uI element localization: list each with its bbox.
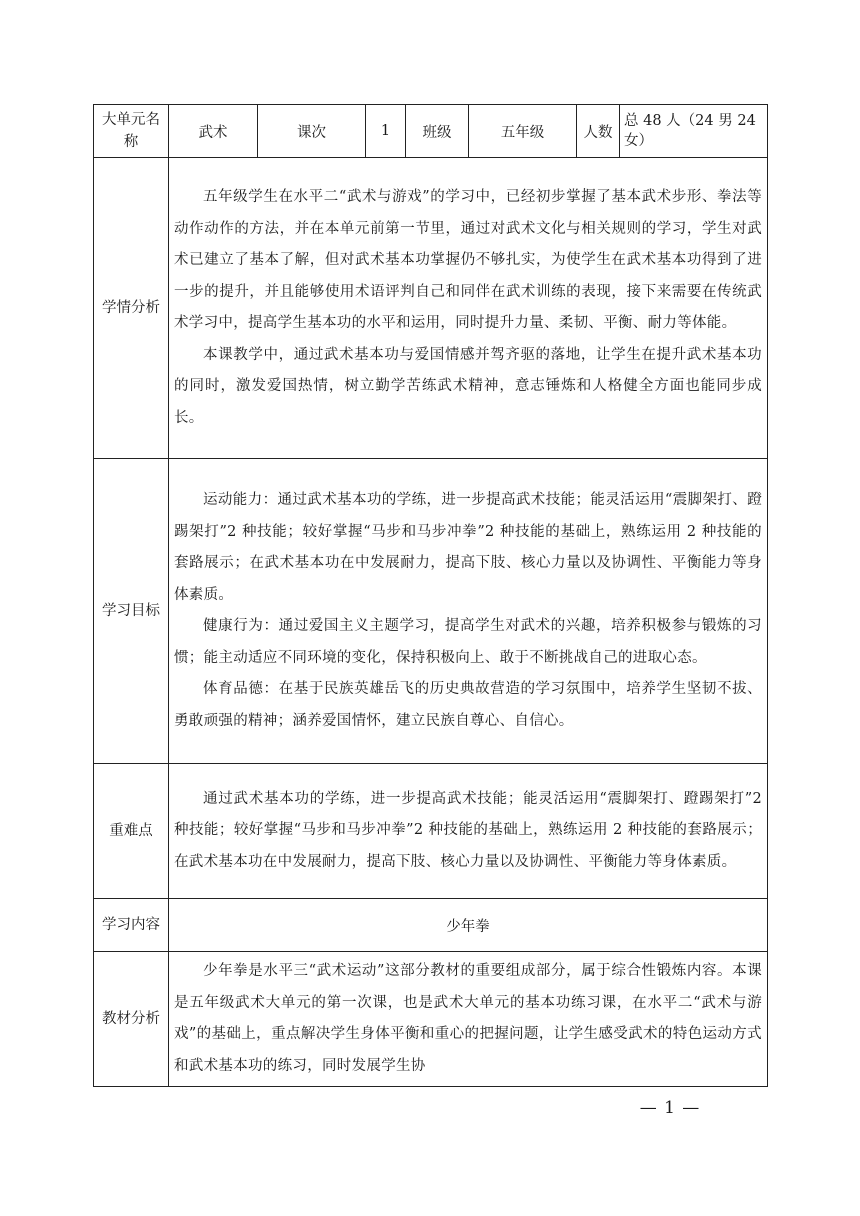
goals-label: 学习目标: [94, 459, 169, 764]
class-label: 班级: [406, 105, 469, 158]
material-label: 教材分析: [94, 952, 169, 1087]
material-row: [94, 952, 768, 1087]
key-points-row: [94, 764, 768, 899]
situation-paragraph: 本课教学中，通过武术基本功与爱国情感并驾齐驱的落地，让学生在提升武术基本功的同时，激发爱国热情，树立勤学苦练武术精神，意志锤炼和人格健全方面也能同步成长。: [174, 346, 762, 426]
key-points-label: 重难点: [94, 764, 169, 899]
material-body: [169, 952, 768, 1087]
material-paragraph: 少年拳是水平三“武术运动”这部分教材的重要组成部分，属于综合性锻炼内容。本课是五年级武术大单元的第一次课，也是武术大单元的基本功练习课，在水平二“武术与游戏”的基础上，重点解决学生身体平衡和重心的把握问题，让学生感受武术的特色运动方式和武术基本功的练习，同时发展学生协: [174, 963, 762, 1074]
unit-label: 大单元名称: [94, 105, 169, 158]
class-value: 五年级: [469, 105, 577, 158]
situation-label: 学情分析: [94, 158, 169, 459]
content-value: 少年拳: [169, 899, 768, 952]
situation-paragraph: 五年级学生在水平二“武术与游戏”的学习中，已经初步掌握了基本武术步形、拳法等动作动作的方法，并在本单元前第一节里，通过对武术文化与相关规则的学习，学生对武术已建立了基本了解，但对武术基本功掌握仍不够扎实，为使学生在武术基本功得到了进一步的提升，并且能够使用术语评判自己和同伴在武术训练的表现，接下来需要在传统武术学习中，提高学生基本功的水平和运用，同时提升力量、柔韧、平衡、耐力等体能。: [174, 189, 762, 331]
header-row: [94, 105, 768, 158]
goals-paragraph: 运动能力：通过武术基本功的学练，进一步提高武术技能；能灵活运用“震脚架打、蹬踢架打”2 种技能；较好掌握“马步和马步冲拳”2 种技能的基础上，熟练运用 2 种技能的套路展示；在武术基本功在中发展耐力，提高下肢、核心力量以及协调性、平衡能力等身体素质。: [174, 492, 762, 603]
count-label: 人数: [577, 105, 620, 158]
lesson-plan-table: [93, 104, 768, 1087]
content-label: 学习内容: [94, 899, 169, 952]
page-number: — 1 —: [639, 1098, 701, 1118]
goals-paragraph: 健康行为：通过爱国主义主题学习，提高学生对武术的兴趣，培养积极参与锻炼的习惯；能主动适应不同环境的变化，保持积极向上、敢于不断挑战自己的进取心态。: [174, 618, 762, 666]
lesson-value: 1: [366, 105, 406, 158]
situation-body: [169, 158, 768, 459]
content-row: [94, 899, 768, 952]
goals-paragraph: 体育品德：在基于民族英雄岳飞的历史典故营造的学习氛围中，培养学生坚韧不拔、勇敢顽强的精神；涵养爱国情怀，建立民族自尊心、自信心。: [174, 681, 762, 729]
goals-row: [94, 459, 768, 764]
unit-value: 武术: [169, 105, 258, 158]
lesson-label: 课次: [258, 105, 366, 158]
goals-body: [169, 459, 768, 764]
key-points-body: [169, 764, 768, 899]
key-points-paragraph: 通过武术基本功的学练，进一步提高武术技能；能灵活运用“震脚架打、蹬踢架打”2 种技能；较好掌握“马步和马步冲拳”2 种技能的基础上，熟练运用 2 种技能的套路展示；在武术基本功在中发展耐力，提高下肢、核心力量以及协调性、平衡能力等身体素质。: [174, 790, 762, 870]
count-value: 总 48 人（24 男 24 女）: [620, 105, 768, 158]
situation-row: [94, 158, 768, 459]
